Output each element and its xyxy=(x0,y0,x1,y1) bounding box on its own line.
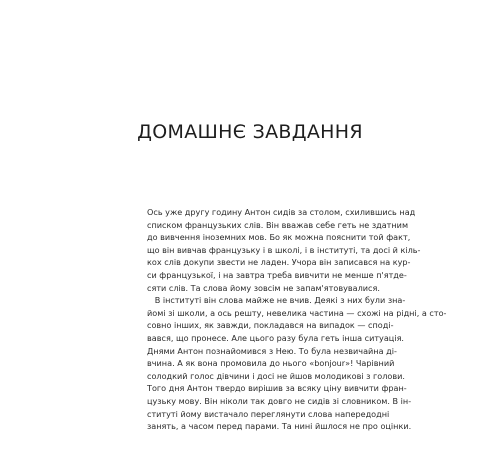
text-line: йомі зі школи, а ось решту, невелика частина — схожі на рідні, а сто- xyxy=(147,307,447,318)
text-line: що він вивчав французьку і в школі, і в інституті, та досі й кіль- xyxy=(147,244,421,255)
text-line: вчина. А як вона промовила до нього «bonjour»! Чарівний xyxy=(147,358,395,369)
text-line: Того дня Антон твердо вирішив за всяку ціну вивчити фран- xyxy=(147,383,407,394)
chapter-title: ДОМАШНЄ ЗАВДАННЯ xyxy=(137,121,363,143)
text-line: цузьку мову. Він ніколи так довго не сидів зі словником. В ін- xyxy=(147,395,412,406)
text-line: кох слів докупи звести не ладен. Учора він записався на кур- xyxy=(147,257,411,268)
text-line: занять, а часом перед парами. Та нині йшлося не про оцінки. xyxy=(147,421,412,432)
text-line: Днями Антон познайомився з Нею. То була незвичайна ді- xyxy=(147,345,397,356)
text-line: списком французьких слів. Він вважав себе геть не здатним xyxy=(147,219,409,230)
text-line: си французької, і на завтра треба вивчити не менше п'ятде- xyxy=(147,269,407,280)
text-line: сяти слів. Та слова йому зовсім не запам'ятовувалися. xyxy=(147,282,380,293)
text-line: Ось уже другу годину Антон сидів за столом, схилившись над xyxy=(147,207,416,217)
text-line: вався, що пронесе. Але цього разу була геть інша ситуація. xyxy=(147,332,405,343)
body-text xyxy=(147,206,447,433)
text-line: В інституті він слова майже не вчив. Деякі з них були зна- xyxy=(147,295,406,306)
text-line: ституті йому вистачало переглянути слова напередодні xyxy=(147,408,390,419)
text-line: до вивчення іноземних мов. Бо як можна пояснити той факт, xyxy=(147,232,411,243)
text-line: совно інших, як завжди, покладався на випадок — споді- xyxy=(147,320,394,331)
text-line: солодкий голос дівчини і досі не йшов молодикові з голови. xyxy=(147,370,405,381)
